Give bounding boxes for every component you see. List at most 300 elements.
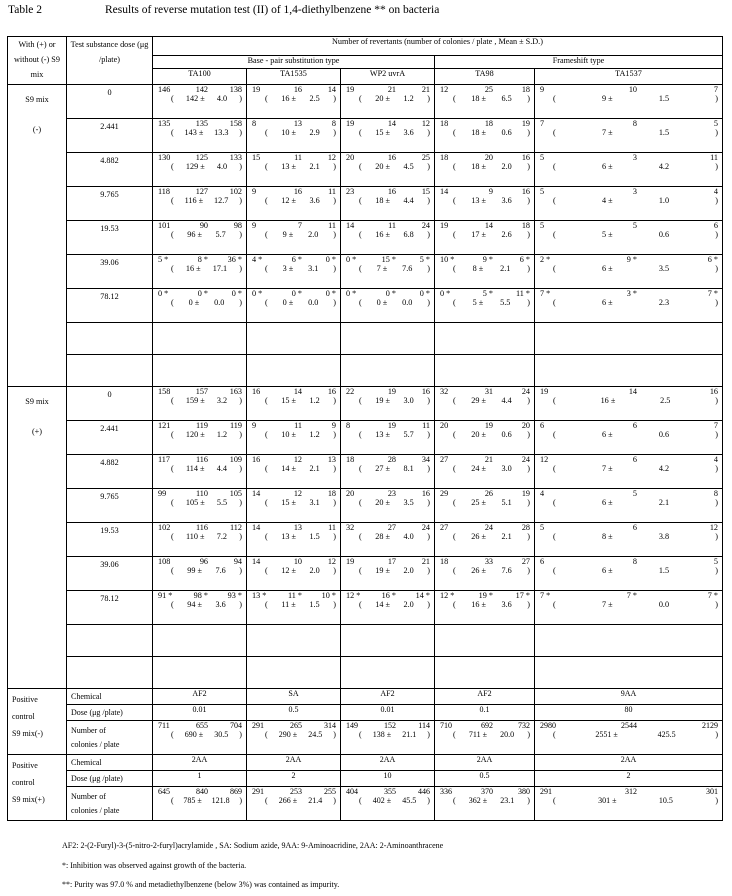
open-paren: ( — [453, 230, 456, 239]
open-paren: ( — [359, 94, 362, 103]
close-paren: ) — [715, 430, 718, 439]
pc-count-row — [8, 787, 723, 821]
plate-count-2: 98 * — [193, 591, 208, 600]
plate-count-3: 0 * — [325, 289, 336, 298]
table-caption: Results of reverse mutation test (II) of 1,4-diethylbenzene ** on bacteria — [105, 4, 440, 16]
plate-count-3: 21 — [421, 85, 430, 94]
plate-counts — [535, 289, 722, 298]
mean-value: 15 ± — [281, 396, 296, 405]
mean-value: 110 ± — [185, 532, 205, 541]
sd-value: 4.0 — [403, 532, 414, 541]
plate-count-1: 291 — [252, 721, 264, 730]
mean-value: 24 ± — [471, 464, 486, 473]
close-paren: ) — [527, 196, 530, 205]
count-cell-values — [435, 523, 534, 541]
open-paren: ( — [453, 196, 456, 205]
strain-header-1: TA1535 — [247, 69, 341, 85]
pc-count-cell-0 — [153, 787, 247, 821]
plate-count-1: 20 — [440, 421, 449, 430]
plate-count-1: 12 * — [440, 591, 455, 600]
mean-sd — [435, 600, 534, 609]
plate-count-1: 118 — [158, 187, 170, 196]
sd-value: 4.2 — [658, 464, 670, 473]
plate-count-1: 5 — [540, 523, 545, 532]
count-cell-values — [535, 489, 722, 507]
count-cell-values — [341, 557, 434, 575]
plate-count-2: 17 — [387, 557, 396, 566]
sd-value: 1.2 — [309, 396, 320, 405]
mean-sd — [435, 796, 534, 805]
empty-dose-cell — [67, 323, 153, 355]
close-paren: ) — [427, 430, 430, 439]
count-cell-3 — [435, 187, 535, 221]
plate-count-3: 25 — [421, 153, 430, 162]
open-paren: ( — [553, 566, 556, 575]
strain-header-4: TA1537 — [535, 69, 723, 85]
sd-value: 5.1 — [501, 498, 512, 507]
plate-counts — [535, 85, 722, 94]
sd-value: 2.5 — [660, 396, 671, 405]
plate-counts — [341, 153, 434, 162]
plate-count-3: 16 — [709, 387, 718, 396]
plate-count-3: 16 — [327, 387, 336, 396]
plate-count-2: 8 * — [197, 255, 208, 264]
pc-count-cell-1 — [247, 721, 341, 755]
pc-dose: 0.5 — [247, 705, 341, 721]
plate-counts — [435, 557, 534, 566]
count-cell-values — [435, 455, 534, 473]
count-cell-0 — [153, 289, 247, 323]
sd-value: 2.0 — [403, 566, 414, 575]
mean-value: 17 ± — [471, 230, 486, 239]
plate-count-2: 28 — [387, 455, 396, 464]
open-paren: ( — [453, 298, 456, 307]
header-number-of-revertants: Number of revertants (number of colonies / plate , Mean ± S.D.) — [153, 37, 723, 56]
plate-counts — [435, 721, 534, 730]
pc-count-cell-values — [435, 721, 534, 739]
plate-counts — [153, 557, 246, 566]
pc-count-cell-values — [341, 787, 434, 805]
plate-count-1: 32 — [440, 387, 449, 396]
plate-count-3: 4 — [713, 187, 718, 196]
plate-count-1: 5 — [540, 153, 545, 162]
sd-value: 2.1 — [309, 464, 320, 473]
mean-sd — [341, 796, 434, 805]
open-paren: ( — [265, 94, 268, 103]
mean-sd — [435, 430, 534, 439]
mean-sd — [153, 730, 246, 739]
sd-value: 0.0 — [402, 298, 413, 307]
plate-count-2: 14 — [387, 119, 396, 128]
count-cell-values — [435, 557, 534, 575]
empty-dose-cell — [67, 355, 153, 387]
close-paren: ) — [715, 196, 718, 205]
pc-dose-row — [8, 705, 723, 721]
pc-chemical: AF2 — [341, 689, 435, 705]
plate-count-1: 18 — [440, 119, 449, 128]
open-paren: ( — [171, 196, 174, 205]
dose-cell: 9.765 — [67, 489, 153, 523]
close-paren: ) — [239, 162, 242, 171]
count-cell-values — [247, 523, 340, 541]
mean-sd — [535, 498, 722, 507]
count-cell-4 — [535, 591, 723, 625]
plate-count-2: 14 — [293, 387, 302, 396]
plate-count-1: 5 * — [158, 255, 169, 264]
plate-count-2: 16 — [293, 85, 302, 94]
close-paren: ) — [527, 600, 530, 609]
mean-value: 266 ± — [278, 796, 298, 805]
pc-chemical-label: Chemical — [67, 689, 153, 705]
plate-count-3: 14 * — [415, 591, 430, 600]
pc-count-label-line: Number of — [71, 791, 106, 801]
plate-count-3: 8 — [331, 119, 336, 128]
empty-row — [8, 355, 723, 387]
close-paren: ) — [239, 298, 242, 307]
count-cell-values — [341, 187, 434, 205]
plate-count-2: 6 — [632, 455, 637, 464]
mean-value: 16 ± — [185, 264, 201, 273]
plate-count-2: 24 — [484, 523, 493, 532]
dose-cell: 19.53 — [67, 523, 153, 557]
plate-count-1: 7 — [540, 119, 545, 128]
mean-sd — [247, 128, 340, 137]
pc-dose: 10 — [341, 771, 435, 787]
open-paren: ( — [553, 532, 556, 541]
sd-value: 1.0 — [658, 196, 670, 205]
empty-count-cell — [435, 323, 535, 355]
mean-sd — [247, 498, 340, 507]
open-paren: ( — [359, 230, 362, 239]
plate-counts — [341, 787, 434, 796]
count-cell-values — [535, 387, 722, 405]
mean-sd — [535, 796, 722, 805]
mean-value: 301 ± — [598, 796, 617, 805]
count-cell-values — [247, 289, 340, 307]
open-paren: ( — [265, 566, 268, 575]
plate-counts — [435, 489, 534, 498]
close-paren: ) — [333, 730, 336, 739]
close-paren: ) — [527, 396, 530, 405]
plate-count-1: 19 — [540, 387, 549, 396]
open-paren: ( — [359, 430, 362, 439]
plate-count-2: 16 — [293, 187, 302, 196]
close-paren: ) — [427, 128, 430, 137]
plate-count-2: 10 — [293, 557, 302, 566]
pc-chemical: 2AA — [247, 755, 341, 771]
plate-counts — [435, 85, 534, 94]
plate-count-2: 11 * — [287, 591, 302, 600]
plate-count-1: 710 — [440, 721, 452, 730]
close-paren: ) — [527, 128, 530, 137]
count-cell-values — [247, 85, 340, 103]
data-row — [8, 187, 723, 221]
pc-dose: 0.1 — [435, 705, 535, 721]
count-cell-values — [535, 455, 722, 473]
open-paren: ( — [453, 464, 456, 473]
mean-sd — [435, 532, 534, 541]
sd-value: 21.4 — [308, 796, 323, 805]
empty-row — [8, 657, 723, 689]
sd-value: 2.0 — [309, 566, 320, 575]
open-paren: ( — [553, 128, 556, 137]
mean-sd — [435, 94, 534, 103]
count-cell-values — [435, 421, 534, 439]
open-paren: ( — [553, 796, 556, 805]
mean-sd — [153, 498, 246, 507]
mean-value: 20 ± — [375, 498, 390, 507]
plate-counts — [341, 523, 434, 532]
dose-cell: 78.12 — [67, 591, 153, 625]
plate-count-3: 114 — [418, 721, 430, 730]
plate-counts — [341, 187, 434, 196]
mean-value: 3 ± — [282, 264, 294, 273]
mean-value: 4 ± — [601, 196, 613, 205]
plate-count-3: 12 — [327, 153, 336, 162]
pc-count-label-line: colonies / plate — [71, 805, 120, 815]
close-paren: ) — [333, 396, 336, 405]
plate-count-3: 163 — [229, 387, 242, 396]
plate-count-2: 142 — [195, 85, 208, 94]
plate-count-1: 9 — [252, 187, 257, 196]
mean-value: 8 ± — [601, 532, 613, 541]
mean-sd — [341, 498, 434, 507]
mean-value: 19 ± — [375, 566, 390, 575]
mean-sd — [341, 396, 434, 405]
pc-dose: 1 — [153, 771, 247, 787]
pc-count-cell-3 — [435, 787, 535, 821]
empty-dose-cell — [67, 625, 153, 657]
pc-chemical: SA — [247, 689, 341, 705]
mean-sd — [435, 498, 534, 507]
dose-cell: 0 — [67, 387, 153, 421]
plate-counts — [247, 489, 340, 498]
count-cell-values — [435, 153, 534, 171]
data-row — [8, 557, 723, 591]
plate-count-1: 7 * — [540, 591, 551, 600]
count-cell-values — [247, 591, 340, 609]
open-paren: ( — [265, 600, 268, 609]
plate-count-2: 13 — [293, 119, 302, 128]
dose-cell: 2.441 — [67, 421, 153, 455]
sd-value: 7.6 — [215, 566, 226, 575]
empty-count-cell — [435, 625, 535, 657]
section-s9-label: S9 mix — [25, 95, 49, 104]
plate-count-1: 32 — [346, 523, 355, 532]
open-paren: ( — [171, 298, 174, 307]
count-cell-3 — [435, 85, 535, 119]
pc-dose-row — [8, 771, 723, 787]
plate-count-2: 21 — [484, 455, 493, 464]
sd-value: 2.0 — [308, 230, 319, 239]
plate-count-3: 11 — [422, 421, 430, 430]
mean-value: 7 ± — [601, 464, 613, 473]
count-cell-1 — [247, 119, 341, 153]
plate-count-1: 4 — [540, 489, 545, 498]
plate-count-2: 0 * — [385, 289, 396, 298]
close-paren: ) — [239, 498, 242, 507]
mean-value: 29 ± — [471, 396, 486, 405]
sd-value: 1.5 — [658, 566, 670, 575]
mean-sd — [153, 396, 246, 405]
empty-count-cell — [247, 657, 341, 689]
sd-value: 4.0 — [216, 94, 228, 103]
close-paren: ) — [715, 264, 718, 273]
mean-sd — [247, 566, 340, 575]
strain-header-0: TA100 — [153, 69, 247, 85]
data-row — [8, 289, 723, 323]
pc-count-cell-values — [535, 787, 722, 805]
plate-count-3: 6 — [713, 221, 718, 230]
count-cell-0 — [153, 221, 247, 255]
plate-count-3: 0 * — [231, 289, 242, 298]
plate-count-1: 19 — [346, 85, 355, 94]
pc-count-label — [67, 787, 153, 821]
plate-count-1: 29 — [440, 489, 449, 498]
dose-cell: 4.882 — [67, 455, 153, 489]
plate-count-2: 116 — [196, 523, 208, 532]
pc-label-line: Positive — [12, 761, 38, 770]
pc-count-label — [67, 721, 153, 755]
mean-sd — [247, 730, 340, 739]
plate-count-3: 18 — [327, 489, 336, 498]
pc-count-cell-values — [247, 721, 340, 739]
plate-count-3: 93 * — [227, 591, 242, 600]
close-paren: ) — [527, 94, 530, 103]
mean-sd — [435, 196, 534, 205]
open-paren: ( — [359, 600, 362, 609]
plate-count-2: 14 — [484, 221, 493, 230]
mean-value: 8 ± — [472, 264, 484, 273]
pc-label-line: S9 mix(-) — [12, 729, 43, 738]
plate-count-3: 7 * — [707, 591, 718, 600]
count-cell-0 — [153, 255, 247, 289]
mean-sd — [247, 430, 340, 439]
mean-sd — [435, 464, 534, 473]
mean-sd — [535, 298, 722, 307]
plate-count-2: 16 — [387, 153, 396, 162]
plate-count-2: 692 — [481, 721, 493, 730]
mean-sd — [153, 796, 246, 805]
plate-count-2: 135 — [195, 119, 208, 128]
close-paren: ) — [427, 532, 430, 541]
plate-count-3: 24 — [421, 523, 430, 532]
close-paren: ) — [427, 730, 430, 739]
results-table — [7, 36, 723, 821]
plate-count-2: 19 — [484, 421, 493, 430]
plate-count-3: 255 — [324, 787, 336, 796]
plate-counts — [247, 557, 340, 566]
open-paren: ( — [359, 566, 362, 575]
count-cell-0 — [153, 187, 247, 221]
open-paren: ( — [453, 162, 456, 171]
plate-count-2: 116 — [196, 455, 208, 464]
count-cell-values — [153, 387, 246, 405]
open-paren: ( — [265, 230, 268, 239]
count-cell-4 — [535, 557, 723, 591]
mean-sd — [153, 430, 246, 439]
count-cell-values — [341, 85, 434, 103]
close-paren: ) — [527, 464, 530, 473]
plate-count-2: 0 * — [197, 289, 208, 298]
plate-counts — [153, 153, 246, 162]
plate-counts — [435, 387, 534, 396]
count-cell-values — [341, 387, 434, 405]
close-paren: ) — [427, 796, 430, 805]
plate-count-3: 24 — [521, 455, 530, 464]
plate-count-3: 732 — [518, 721, 530, 730]
plate-count-3: 5 * — [419, 255, 430, 264]
pc-dose-label: Dose (μg /plate) — [67, 705, 153, 721]
mean-sd — [153, 600, 246, 609]
mean-sd — [435, 162, 534, 171]
empty-count-cell — [153, 323, 247, 355]
mean-value: 14 ± — [281, 464, 296, 473]
plate-count-2: 110 — [196, 489, 208, 498]
sd-value: 24.5 — [308, 730, 323, 739]
dose-cell: 0 — [67, 85, 153, 119]
close-paren: ) — [239, 196, 242, 205]
count-cell-values — [153, 523, 246, 541]
pc-chemical: 2AA — [341, 755, 435, 771]
count-cell-values — [153, 591, 246, 609]
count-cell-2 — [341, 489, 435, 523]
empty-count-cell — [341, 323, 435, 355]
mean-sd — [341, 196, 434, 205]
close-paren: ) — [715, 464, 718, 473]
mean-sd — [247, 162, 340, 171]
pc-dose: 0.5 — [435, 771, 535, 787]
plate-counts — [435, 523, 534, 532]
table-label: Table 2 — [8, 4, 43, 16]
sd-value: 1.5 — [309, 532, 320, 541]
mean-sd — [535, 264, 722, 273]
mean-sd — [341, 600, 434, 609]
plate-count-2: 0 * — [291, 289, 302, 298]
plate-counts — [435, 787, 534, 796]
empty-row — [8, 323, 723, 355]
mean-sd — [247, 264, 340, 273]
pc-label-1 — [8, 755, 67, 821]
plate-count-1: 146 — [158, 85, 171, 94]
mean-value: 142 ± — [185, 94, 205, 103]
sd-value: 30.5 — [214, 730, 229, 739]
close-paren: ) — [427, 396, 430, 405]
plate-count-1: 4 * — [252, 255, 263, 264]
count-cell-values — [341, 523, 434, 541]
plate-counts — [247, 119, 340, 128]
plate-count-3: 380 — [518, 787, 530, 796]
mean-value: 6 ± — [601, 430, 613, 439]
mean-value: 0 ± — [188, 298, 200, 307]
plate-count-2: 253 — [290, 787, 302, 796]
sd-value: 2.6 — [501, 230, 512, 239]
empty-count-cell — [247, 355, 341, 387]
plate-counts — [435, 187, 534, 196]
empty-count-cell — [341, 625, 435, 657]
plate-count-2: 6 — [632, 421, 637, 430]
close-paren: ) — [427, 230, 430, 239]
plate-count-3: 18 — [521, 221, 530, 230]
mean-value: 402 ± — [372, 796, 392, 805]
sd-value: 3.6 — [215, 600, 226, 609]
plate-count-1: 13 * — [252, 591, 267, 600]
plate-counts — [435, 421, 534, 430]
mean-sd — [341, 566, 434, 575]
plate-count-3: 19 — [521, 489, 530, 498]
plate-count-1: 18 — [440, 557, 449, 566]
close-paren: ) — [715, 498, 718, 507]
